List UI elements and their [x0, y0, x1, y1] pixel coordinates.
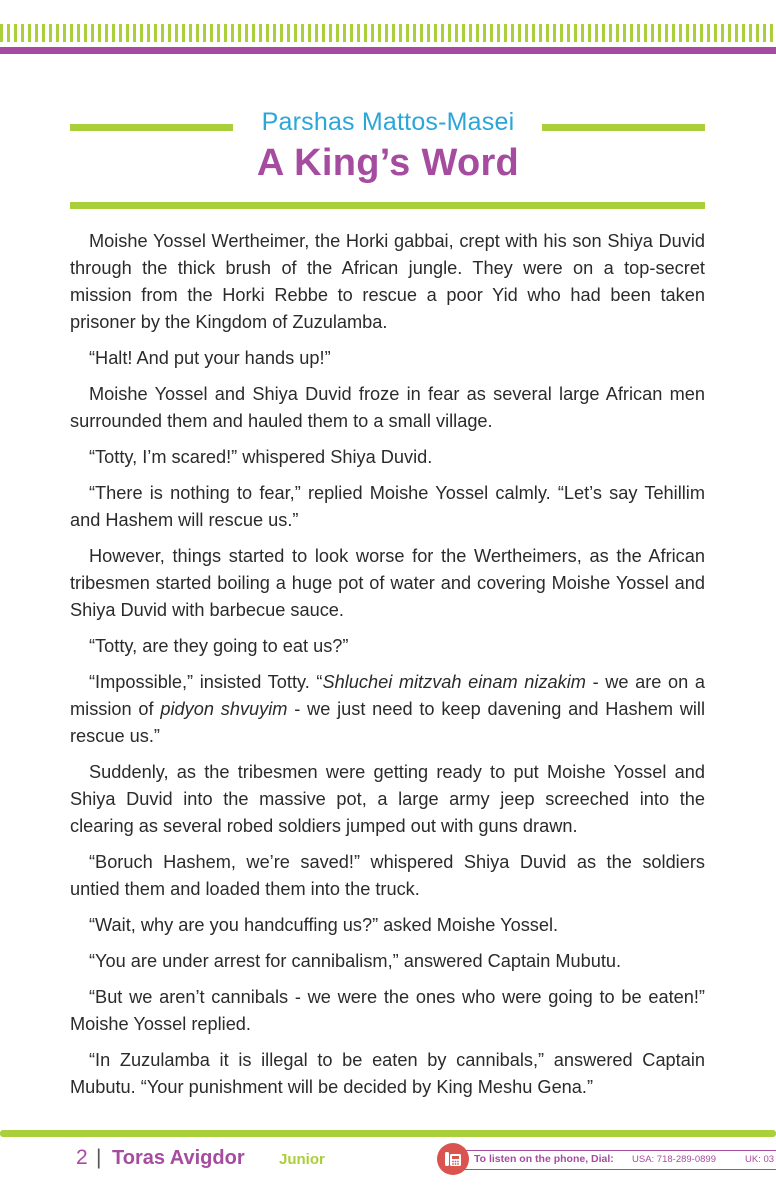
story-paragraph: Moishe Yossel Wertheimer, the Horki gabbai, crept with his son Shiya Duvid through the thick brush of the African jungle. They were on a top-secret mission from the Horki Rebbe to rescue a poor Yid who had been taken prisoner by the Kingdom of Zuzulamba. — [70, 231, 705, 332]
brand-name: Toras Avigdor — [112, 1147, 245, 1169]
phone-info-bar — [460, 1150, 776, 1170]
paragraph-text: - we are on a mission of — [70, 672, 705, 719]
story-paragraph: “You are under arrest for cannibalism,” answered Captain Mubutu. — [89, 951, 622, 971]
footer-separator: | — [96, 1146, 102, 1169]
story-paragraph — [70, 669, 705, 750]
italic-term: Shluchei mitzvah einam nizakim — [322, 672, 586, 692]
bottom-rule — [0, 1130, 776, 1137]
brand-sub: Junior — [279, 1151, 325, 1168]
story-paragraph: “There is nothing to fear,” replied Moishe Yossel calmly. “Let’s say Tehillim and Hashem will rescue us.” — [70, 483, 705, 530]
story-paragraph: “Wait, why are you handcuffing us?” asked Moishe Yossel. — [89, 915, 559, 935]
paragraph-text: “Impossible,” insisted Totty. “ — [89, 672, 323, 692]
phone-usa[interactable]: USA: 718-289-0899 — [632, 1154, 716, 1165]
top-rule — [0, 47, 776, 54]
phone-icon — [437, 1143, 469, 1175]
story-paragraph: Moishe Yossel and Shiya Duvid froze in fear as several large African men surrounded them and hauled them to a small village. — [70, 384, 705, 431]
story-title: A King’s Word — [256, 142, 520, 184]
top-stripe-border — [0, 24, 776, 42]
story-paragraph: “In Zuzulamba it is illegal to be eaten by cannibals,” answered Captain Mubutu. “Your punishment will be decided by King Meshu Gena.” — [70, 1050, 705, 1097]
story-paragraph: “Halt! And put your hands up!” — [89, 348, 331, 368]
phone-uk[interactable]: UK: 03 — [745, 1154, 775, 1165]
phone-label: To listen on the phone, Dial: — [474, 1153, 614, 1165]
story-paragraph: Suddenly, as the tribesmen were getting ready to put Moishe Yossel and Shiya Duvid into the massive pot, a large army jeep screeched into the clearing as several robed soldiers jumped out with guns drawn. — [70, 762, 705, 836]
page-footer — [0, 1140, 776, 1180]
page-number: 2 — [76, 1146, 88, 1169]
story-paragraph: However, things started to look worse for the Wertheimers, as the African tribesmen started boiling a huge pot of water and covering Moishe Yossel and Shiya Duvid with barbecue sauce. — [70, 546, 705, 620]
story-body — [70, 228, 705, 1110]
story-paragraph: “Boruch Hashem, we’re saved!” whispered Shiya Duvid as the soldiers untied them and loaded them into the truck. — [70, 852, 705, 899]
paragraph-text: - we just need to keep davening and Hashem will rescue us.” — [70, 699, 705, 746]
parsha-subtitle: Parshas Mattos-Masei — [261, 108, 515, 136]
italic-term: pidyon shvuyim — [160, 699, 288, 719]
story-paragraph: “Totty, are they going to eat us?” — [89, 636, 349, 656]
story-paragraph: “Totty, I’m scared!” whispered Shiya Duvid. — [89, 447, 433, 467]
header-line-bottom — [70, 202, 705, 209]
story-paragraph: “But we aren’t cannibals - we were the ones who were going to be eaten!” Moishe Yossel replied. — [70, 987, 705, 1034]
